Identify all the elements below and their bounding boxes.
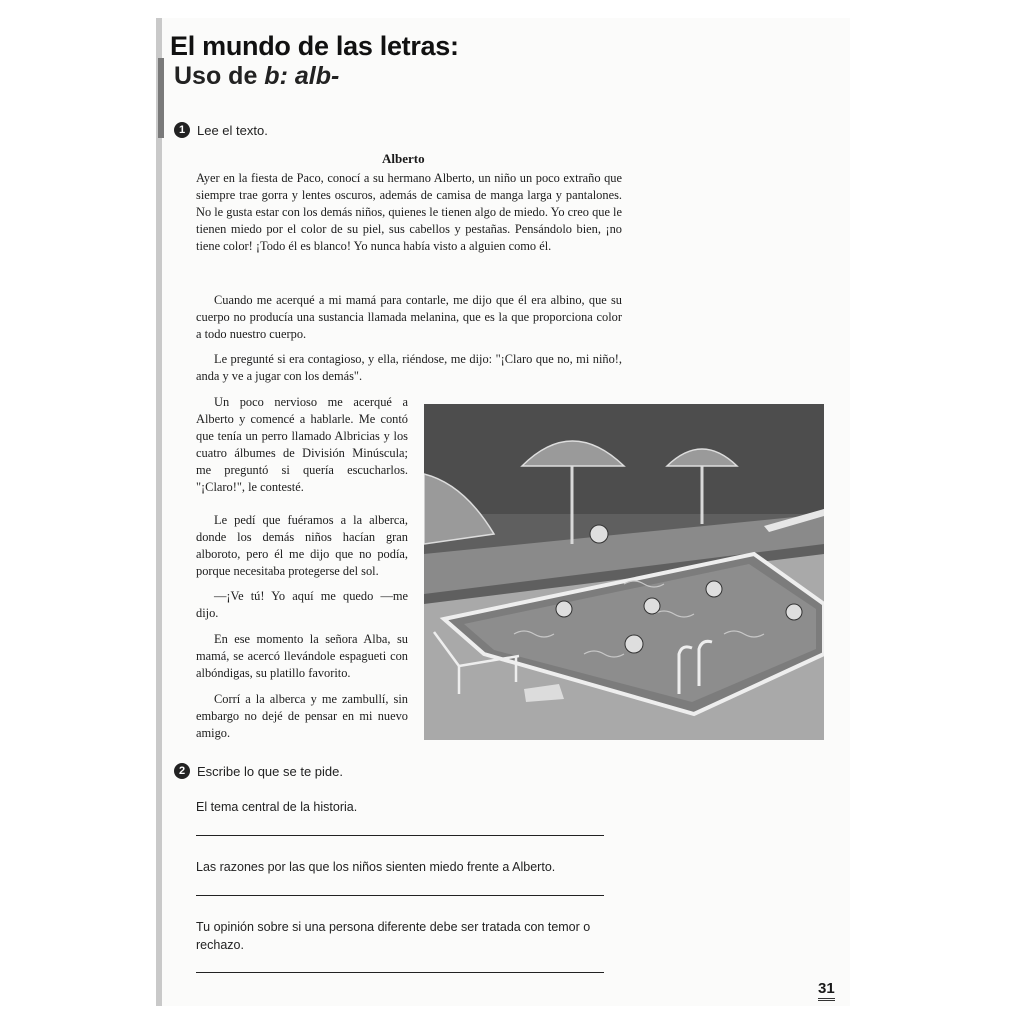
workbook-page [156,18,850,1006]
answer-line[interactable] [196,972,604,973]
page-number: 31 [818,980,835,1001]
question-prompt: Las razones por las que los niños sienten miedo frente a Alberto. [196,860,556,874]
subtitle-emphasis: b: alb- [264,62,340,90]
story-paragraph: Un poco nervioso me acerqué a Alberto y comencé a hablarle. Me contó que tenía un perro llamado Albricias y los cuatro álbumes de División Minúscula; me preguntó si quería escucharlos. "¡Claro!", le contesté. [196,395,408,494]
question-prompt: El tema central de la historia. [196,800,358,814]
answer-line[interactable] [196,895,604,896]
activity-1-text: Lee el texto. [197,122,268,138]
activity-2-text: Escribe lo que se te pide. [197,763,343,779]
answer-line[interactable] [196,835,604,836]
story-paragraph: Le pregunté si era contagioso, y ella, riéndose, me dijo: "¡Claro que no, mi niño!, anda y ve a jugar con los demás". [196,352,622,383]
story-paragraph: En ese momento la señora Alba, su mamá, se acercó llevándole espagueti con albóndigas, su platillo favorito. [196,632,408,680]
page-edge-tab [158,58,164,138]
story-title: Alberto [382,151,425,166]
story-paragraph: Cuando me acerqué a mi mamá para contarle, me dijo que él era albino, que su cuerpo no producía una sustancia llamada melanina, que es la que proporciona color a todo nuestro cuerpo. [196,293,622,341]
story-paragraph: Ayer en la fiesta de Paco, conocí a su hermano Alberto, un niño un poco extraño que siempre trae gorra y lentes oscuros, además de camisa de manga larga y pantalones. No le gusta estar con los demás niños, quienes le tienen algo de miedo. Yo creo que le tienen miedo por el color de su piel, sus cabellos y pestañas. Pensándolo bien, ¡no tiene color! ¡Todo él es blanco! Yo nunca había visto a alguien como él. [196,171,622,253]
story-paragraph: —¡Ve tú! Yo aquí me quedo —me dijo. [196,589,408,620]
pool-illustration [424,404,824,740]
pool-scene-drawing [424,404,824,740]
activity-number-badge: 2 [174,763,190,779]
story-paragraph: Le pedí que fuéramos a la alberca, donde los demás niños hacían gran alboroto, pero él me dijo que no podía, porque necesitaba protegerse del sol. [196,513,408,578]
question-prompt: Tu opinión sobre si una persona diferente debe ser tratada con temor o rechazo. [196,920,591,952]
activity-2-instruction [174,763,343,779]
story-paragraph: Corrí a la alberca y me zambullí, sin embargo no dejé de pensar en mi nuevo amigo. [196,692,408,740]
page-title: El mundo de las letras: [170,31,459,61]
subtitle-prefix: Uso de [174,62,265,90]
activity-1-instruction [174,122,268,138]
activity-number-badge: 1 [174,122,190,138]
page-subtitle [174,62,339,91]
